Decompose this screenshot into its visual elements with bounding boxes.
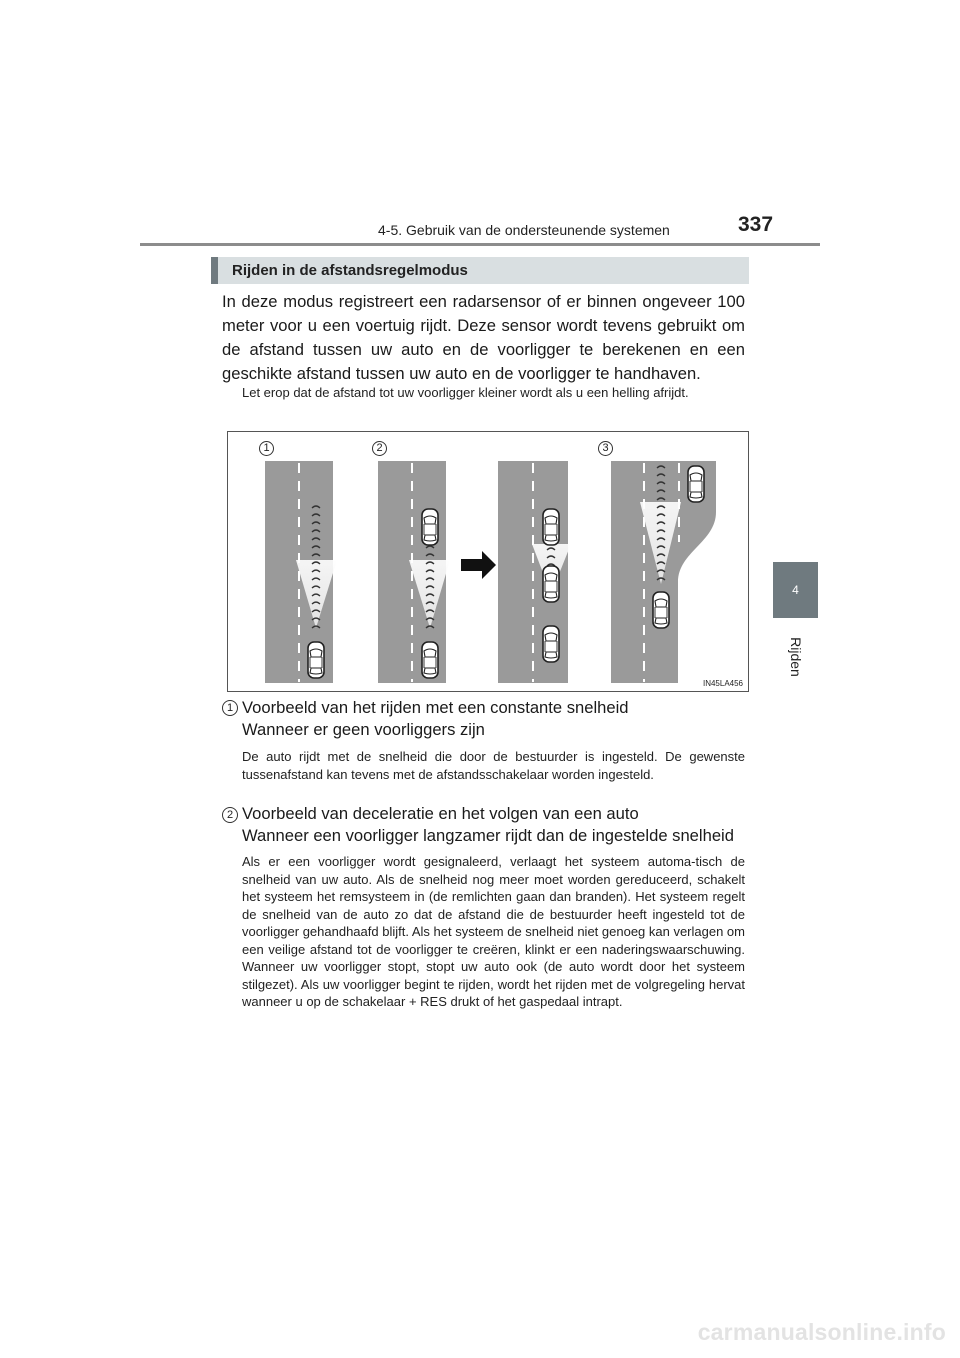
figure-label-2: 2 xyxy=(372,441,387,456)
item-1-subtitle: Wanneer er geen voorliggers zijn xyxy=(242,720,485,739)
section-heading-bar xyxy=(211,257,749,284)
road-1 xyxy=(265,461,337,683)
road-3 xyxy=(498,461,571,683)
own-car-decelerated xyxy=(543,626,559,662)
acc-illustration xyxy=(227,431,749,692)
chapter-label: Rijden xyxy=(787,637,804,677)
watermark xyxy=(0,1319,960,1346)
figure-label-1: 1 xyxy=(259,441,274,456)
item-2-description: Als er een voorligger wordt gesignaleerd, verlaagt het systeem automa-tisch de snelheid van uw auto. Als de snelheid nog meer moet worden gereduceerd, schakelt het systeem het remsysteem in (de remlichten gaan dan branden). Het systeem regelt de snelheid van de auto zo dat de afstand die de bestuurder heeft ingesteld tot de voorligger gehandhaafd blijft. Als het systeem de snelheid niet genoeg kan verlagen om een veilige afstand tot de voorligger te creëren, klinkt er een naderingswaarschuwing. Wanneer uw voorligger stopt, stopt uw auto ook (de auto wordt door het systeem stilgezet). Als uw voorligger begint te rijden, wordt het rijden met de volgregeling hervat wanneer u op de schakelaar + RES drukt of het gaspedaal intrapt. xyxy=(242,854,745,1009)
road-2 xyxy=(378,461,450,683)
intro-paragraph: In deze modus registreert een radarsensor of er binnen ongeveer 100 meter voor u een voertuig rijdt. Deze sensor wordt tevens gebruikt om de afstand tussen uw auto en de voorligger te berekenen en een geschikte afstand tussen uw auto en de voorligger te handhaven. xyxy=(222,292,745,383)
road-4 xyxy=(611,461,716,683)
item-number-1: 1 xyxy=(222,700,238,716)
running-header-section: 4-5. Gebruik van de ondersteunende systemen xyxy=(378,222,670,238)
chapter-tab xyxy=(773,562,818,618)
own-car xyxy=(422,642,438,678)
watermark-text: carmanualsonline.info xyxy=(697,1319,946,1345)
item-2-subtitle: Wanneer een voorligger langzamer rijdt dan de ingestelde snelheid xyxy=(242,826,734,845)
item-number-2: 2 xyxy=(222,807,238,823)
sequence-arrow xyxy=(461,551,496,579)
lead-car xyxy=(422,509,438,545)
lead-car xyxy=(543,509,559,545)
header-divider xyxy=(140,243,820,246)
own-car xyxy=(308,642,324,678)
figure-label-3: 3 xyxy=(598,441,613,456)
figure-code: IN45LA456 xyxy=(702,679,743,688)
chapter-tab-label-box xyxy=(773,622,818,692)
own-car xyxy=(653,592,669,628)
section-title: Rijden in de afstandsregelmodus xyxy=(232,262,468,279)
chapter-number: 4 xyxy=(792,583,799,597)
note-paragraph: Let erop dat de afstand tot uw voorligger kleiner wordt als u een helling afrijdt. xyxy=(242,385,689,400)
page-number: 337 xyxy=(738,213,774,236)
item-2-title: Voorbeeld van deceleratie en het volgen van een auto xyxy=(242,804,639,823)
other-car xyxy=(688,466,704,502)
item-1-title: Voorbeeld van het rijden met een constante snelheid xyxy=(242,698,629,717)
road-diagram xyxy=(228,432,750,693)
own-car xyxy=(543,566,559,602)
item-1-description: De auto rijdt met de snelheid die door de bestuurder is ingesteld. De gewenste tussenafstand kan tevens met de afstandsschakelaar worden ingesteld. xyxy=(242,749,745,782)
